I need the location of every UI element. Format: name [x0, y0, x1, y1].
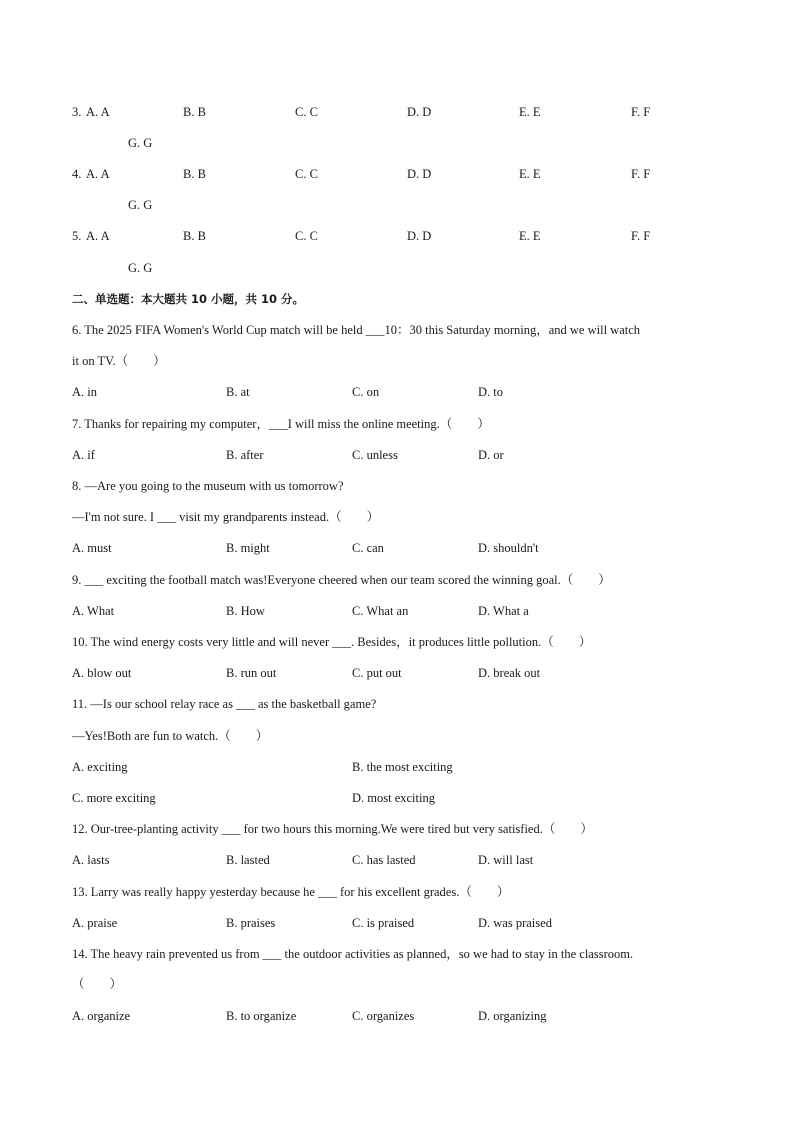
question-stem-continued: —Yes!Both are fun to watch.（ ）	[72, 729, 269, 743]
option-a: A. exciting	[72, 760, 128, 774]
option-b: B. after	[226, 448, 264, 462]
option-c: C. C	[295, 167, 318, 181]
option-a: A. blow out	[72, 666, 132, 680]
question-stem: 13. Larry was really happy yesterday because he ___ for his excellent grades.（ ）	[72, 885, 510, 899]
question-stem-continued: it on TV.（ ）	[72, 354, 166, 368]
option-b: B. at	[226, 385, 250, 399]
option-d: D. D	[407, 167, 432, 181]
option-b: B. B	[183, 167, 206, 181]
question-stem: 6. The 2025 FIFA Women's World Cup match will be held ___10：30 this Saturday morning，and we will watch	[72, 323, 641, 337]
option-c: C. can	[352, 541, 384, 555]
option-a: A. A	[86, 167, 110, 181]
option-c: C. C	[295, 105, 318, 119]
option-b: B. B	[183, 229, 206, 243]
option-a: A. A	[86, 105, 110, 119]
question-stem: 10. The wind energy costs very little and will never ___. Besides，it produces little pollution.（ ）	[72, 635, 592, 649]
option-a: A. if	[72, 448, 95, 462]
option-f: F. F	[631, 229, 651, 243]
option-a: A. organize	[72, 1009, 131, 1023]
option-c: C. unless	[352, 448, 398, 462]
option-g: G. G	[128, 261, 153, 275]
option-d: D. break out	[478, 666, 541, 680]
option-b: B. praises	[226, 916, 276, 930]
question-stem: 8. —Are you going to the museum with us tomorrow?	[72, 479, 344, 493]
option-d: D. What a	[478, 604, 529, 618]
option-a: A. in	[72, 385, 97, 399]
option-c: C. more exciting	[72, 791, 156, 805]
section-heading: 二、单选题：本大题共 10 小题，共 10 分。	[72, 292, 305, 306]
question-stem: 7. Thanks for repairing my computer，___I will miss the online meeting.（ ）	[72, 417, 490, 431]
question-stem: 9. ___ exciting the football match was!Everyone cheered when our team scored the winning goal.（ ）	[72, 573, 611, 587]
option-e: E. E	[519, 167, 541, 181]
option-a: A. must	[72, 541, 112, 555]
question-stem: 11. —Is our school relay race as ___ as the basketball game?	[72, 697, 377, 711]
option-c: C. organizes	[352, 1009, 415, 1023]
option-d: D. was praised	[478, 916, 552, 930]
option-d: D. to	[478, 385, 503, 399]
option-c: C. is praised	[352, 916, 415, 930]
option-c: C. C	[295, 229, 318, 243]
option-d: D. organizing	[478, 1009, 547, 1023]
question-number: 3.	[72, 105, 82, 119]
option-a: A. lasts	[72, 853, 110, 867]
option-b: B. might	[226, 541, 270, 555]
question-number: 4.	[72, 167, 82, 181]
option-b: B. lasted	[226, 853, 270, 867]
option-b: B. B	[183, 105, 206, 119]
option-a: A. What	[72, 604, 115, 618]
option-d: D. or	[478, 448, 504, 462]
option-f: F. F	[631, 105, 651, 119]
question-stem-continued: —I'm not sure. I ___ visit my grandparents instead.（ ）	[72, 510, 380, 524]
question-stem-continued: （ ）	[72, 977, 123, 991]
option-g: G. G	[128, 198, 153, 212]
option-g: G. G	[128, 136, 153, 150]
option-b: B. to organize	[226, 1009, 297, 1023]
option-c: C. has lasted	[352, 853, 416, 867]
option-a: A. A	[86, 229, 110, 243]
question-stem: 14. The heavy rain prevented us from ___ the outdoor activities as planned，so we had to stay in the classroom.	[72, 947, 634, 961]
option-d: D. will last	[478, 853, 534, 867]
option-f: F. F	[631, 167, 651, 181]
option-d: D. shouldn't	[478, 541, 539, 555]
option-b: B. How	[226, 604, 265, 618]
option-a: A. praise	[72, 916, 118, 930]
question-stem: 12. Our-tree-planting activity ___ for two hours this morning.We were tired but very satisfied.（ ）	[72, 822, 593, 836]
question-number: 5.	[72, 229, 82, 243]
option-c: C. on	[352, 385, 380, 399]
option-b: B. the most exciting	[352, 760, 453, 774]
option-e: E. E	[519, 229, 541, 243]
option-b: B. run out	[226, 666, 277, 680]
option-c: C. What an	[352, 604, 409, 618]
option-e: E. E	[519, 105, 541, 119]
option-d: D. D	[407, 105, 432, 119]
option-d: D. most exciting	[352, 791, 435, 805]
option-c: C. put out	[352, 666, 402, 680]
option-d: D. D	[407, 229, 432, 243]
